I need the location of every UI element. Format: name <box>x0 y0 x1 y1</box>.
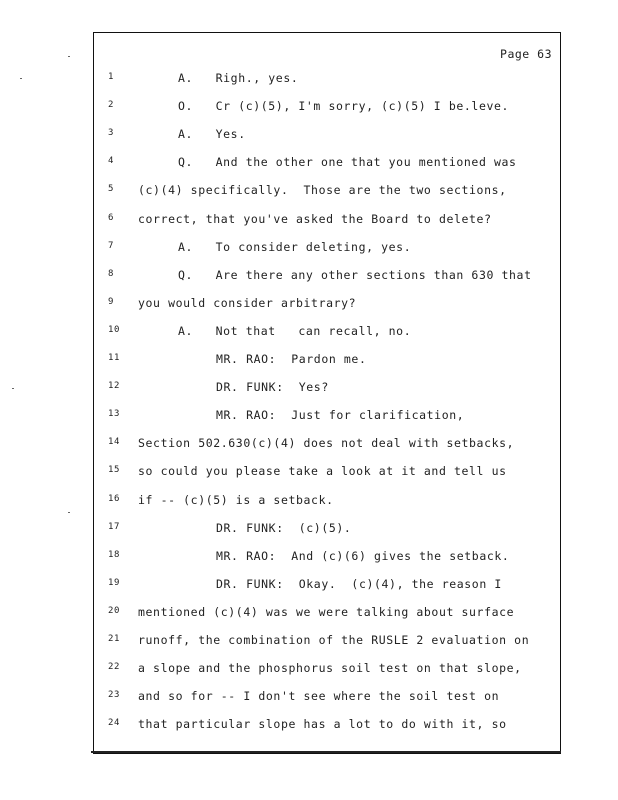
line-text: (c)(4) specifically. Those are the two sections, <box>138 183 507 198</box>
transcript-line <box>94 71 560 91</box>
line-number: 22 <box>108 662 121 673</box>
line-text: mentioned (c)(4) was we were talking about surface <box>138 604 515 619</box>
transcript-line <box>94 296 560 316</box>
line-text: A. Not that can recall, no. <box>178 323 412 338</box>
line-number: 7 <box>108 240 115 251</box>
line-number: 5 <box>108 184 115 195</box>
line-number: 11 <box>108 353 121 363</box>
line-text: DR. FUNK: Yes? <box>216 380 329 395</box>
line-text: you would consider arbitrary? <box>138 295 357 310</box>
line-text: Q. And the other one that you mentioned was <box>178 155 517 170</box>
line-number: 23 <box>108 690 121 701</box>
transcript-line <box>94 549 560 569</box>
line-number: 15 <box>108 465 121 476</box>
line-number: 14 <box>108 437 121 448</box>
line-text: MR. RAO: Just for clarification, <box>216 408 465 423</box>
line-number: 18 <box>108 549 121 560</box>
line-text: Q. Are there any other sections than 630 that <box>178 267 532 282</box>
line-number: 24 <box>108 718 121 729</box>
line-text: DR. FUNK: Okay. (c)(4), the reason I <box>216 576 502 591</box>
line-number: 10 <box>108 324 121 335</box>
transcript-line <box>94 127 560 147</box>
transcript-line <box>94 240 560 260</box>
transcript-line <box>94 99 560 119</box>
line-text: correct, that you've asked the Board to delete? <box>138 211 492 226</box>
transcript-line <box>94 352 560 372</box>
scan-speck <box>20 78 22 79</box>
line-number: 6 <box>108 212 115 223</box>
transcript-line <box>94 605 560 625</box>
line-number: 2 <box>108 100 115 111</box>
line-text: MR. RAO: And (c)(6) gives the setback. <box>216 548 510 563</box>
transcript-line <box>94 689 560 709</box>
line-number: 9 <box>108 296 115 307</box>
line-number: 3 <box>108 128 115 139</box>
transcript-page <box>93 32 561 754</box>
line-text: A. To consider deleting, yes. <box>178 239 412 254</box>
transcript-line <box>94 521 560 541</box>
line-text: and so for -- I don't see where the soil test on <box>138 689 500 704</box>
line-number: 13 <box>108 409 121 420</box>
line-text: that particular slope has a lot to do with it, so <box>138 717 507 732</box>
line-number: 17 <box>108 521 121 532</box>
transcript-line <box>94 717 560 737</box>
transcript-line <box>94 436 560 456</box>
line-number: 12 <box>108 381 121 392</box>
page-bottom-border <box>91 751 561 753</box>
transcript-line <box>94 212 560 232</box>
line-number: 20 <box>108 605 121 616</box>
transcript-line <box>94 633 560 653</box>
line-text: a slope and the phosphorus soil test on that slope, <box>138 661 522 676</box>
transcript-line <box>94 324 560 344</box>
line-text: A. Righ., yes. <box>178 71 299 85</box>
transcript-line <box>94 493 560 513</box>
line-text: runoff, the combination of the RUSLE 2 evaluation on <box>138 633 530 647</box>
transcript-line <box>94 577 560 597</box>
line-number: 21 <box>108 634 121 644</box>
line-text: A. Yes. <box>178 127 246 142</box>
line-number: 4 <box>108 156 115 167</box>
line-number: 1 <box>108 72 115 82</box>
transcript-line <box>94 155 560 175</box>
transcript-line <box>94 661 560 681</box>
scan-speck <box>68 56 70 57</box>
transcript-line <box>94 408 560 428</box>
line-text: so could you please take a look at it and tell us <box>138 464 507 479</box>
scan-speck <box>12 388 14 389</box>
line-number: 19 <box>108 577 121 588</box>
scan-speck <box>68 512 70 513</box>
line-number: 8 <box>108 268 115 279</box>
line-text: DR. FUNK: (c)(5). <box>216 520 352 535</box>
page-number: Page 63 <box>500 47 552 61</box>
transcript-line <box>94 268 560 288</box>
line-number: 16 <box>108 493 121 504</box>
line-text: if -- (c)(5) is a setback. <box>138 492 334 507</box>
line-text: Section 502.630(c)(4) does not deal with setbacks, <box>138 436 515 451</box>
transcript-line <box>94 183 560 203</box>
line-text: O. Cr (c)(5), I'm sorry, (c)(5) I be.leve. <box>178 99 510 114</box>
transcript-line <box>94 380 560 400</box>
line-text: MR. RAO: Pardon me. <box>216 352 367 366</box>
transcript-line <box>94 464 560 484</box>
